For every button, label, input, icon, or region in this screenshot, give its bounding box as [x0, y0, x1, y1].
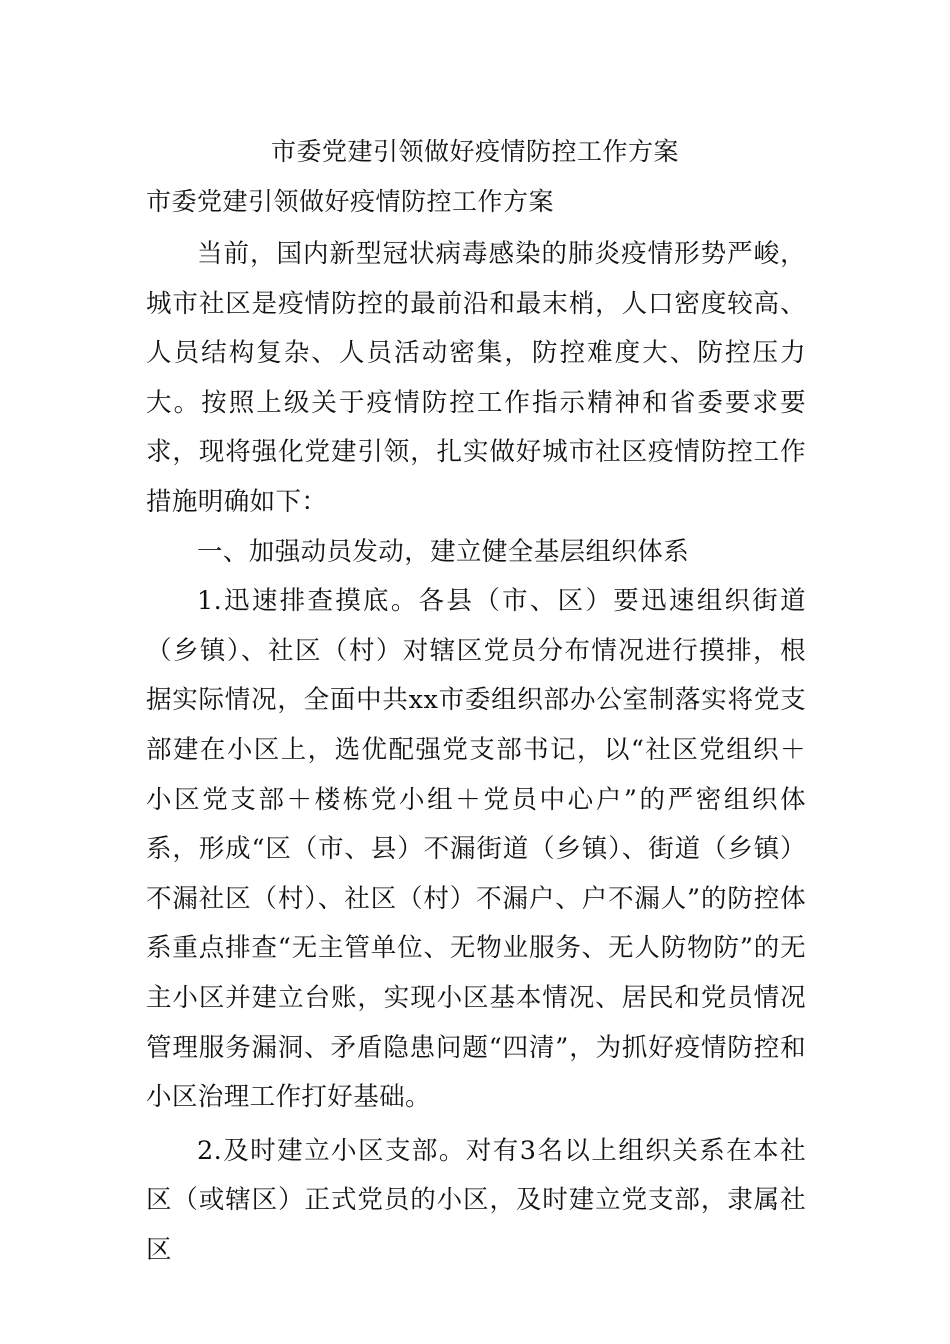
section-1-heading: 一、加强动员发动，建立健全基层组织体系 [197, 536, 690, 567]
document-subtitle: 市委党建引领做好疫情防控工作方案 [146, 187, 555, 216]
item-1-paragraph: 1.迅速排查摸底。各县（市、区）要迅速组织街道（乡镇）、社区（村）对辖区党员分布情况进行摸排，根据实际情况，全面中共xx市委组织部办公室制落实将党支部建在小区上，选优配强党支部书记，以“社区党组织＋小区党支部＋楼栋党小组＋党员中心户”的严密组织体系，形成“区（市、县）不漏街道（乡镇）、街道（乡镇）不漏社区（村）、社区（村）不漏户、户不漏人”的防控体系重点排查“无主管单位、无物业服务、无人防物防”的无主小区并建立台账，实现小区基本情况、居民和党员情况管理服务漏洞、矛盾隐患问题“四清”，为抓好疫情防控和小区治理工作打好基础。 [146, 586, 806, 1113]
document-title: 市委党建引领做好疫情防控工作方案 [270, 137, 679, 166]
item-2-paragraph: 2.及时建立小区支部。对有3名以上组织关系在本社区（或辖区）正式党员的小区，及时建立党支部，隶属社区 [146, 1135, 806, 1265]
intro-paragraph: 当前，国内新型冠状病毒感染的肺炎疫情形势严峻，城市社区是疫情防控的最前沿和最末梢，人口密度较高、人员结构复杂、人员活动密集，防控难度大、防控压力大。按照上级关于疫情防控工作指示精神和省委要求要求，现将强化党建引领，扎实做好城市社区疫情防控工作措施明确如下： [146, 239, 806, 517]
document-body [146, 230, 806, 1275]
